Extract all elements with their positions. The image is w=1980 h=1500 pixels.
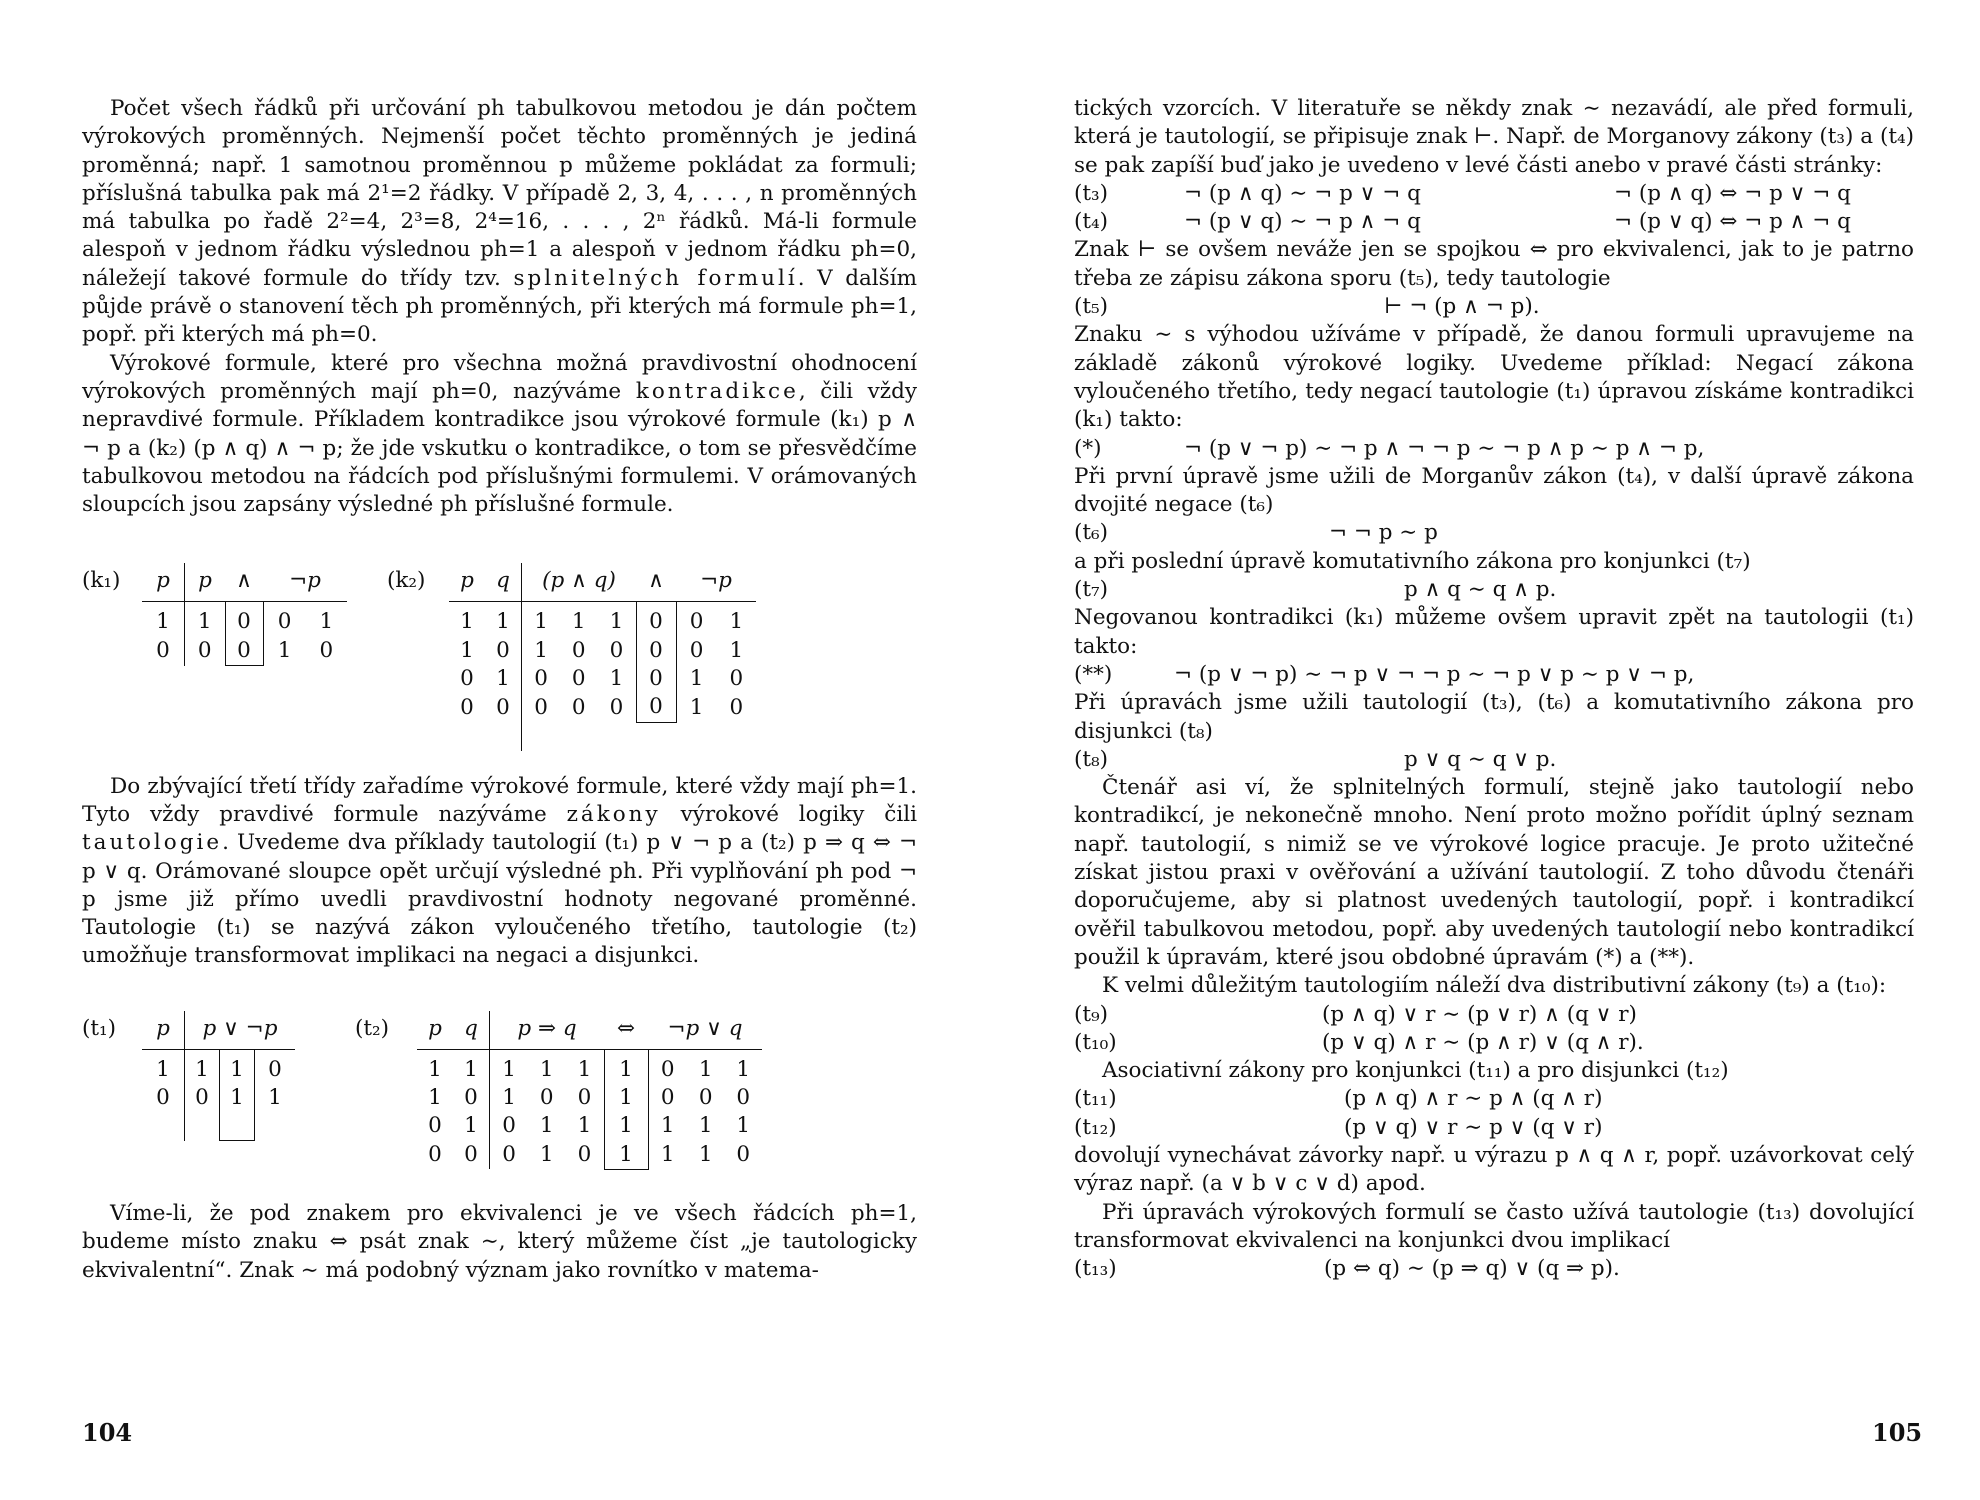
paragraph: Počet všech řádků při určování ph tabulkovou metodou je dán počtem výrokových proměnných. Nejmenší počet těchto proměnných je jediná proměnná; např. 1 samotnou proměnnou p můžeme pokládat za formuli; příslušná tabulka pak má 2¹=2 řádky. V případě 2, 3, 4, . . . , n proměnných má tabulka po řadě 2²=4, 2³=8, 2⁴=16, . . . , 2ⁿ řádků. Má-li formule alespoň v jednom řádku výslednou ph=1 a alespoň v jednom řádku ph=0, náležejí takové formule do třídy tzv. splnitelných formulí. V dalším půjde právě o stanovení těch ph proměnných, při kterých má formule ph=1, popř. při kterých má ph=0. <box>82 96 917 348</box>
formula-label: (*) <box>1074 435 1102 461</box>
table-cell: 1 <box>571 609 586 635</box>
formula-label: (t₃) <box>1074 180 1109 206</box>
table-cell: 0 <box>485 693 522 722</box>
table-cell: 1 <box>604 1112 648 1140</box>
formula-line <box>1074 435 1914 463</box>
table-cell: 1 <box>736 1113 751 1139</box>
paragraph: Znak ⊢ se ovšem neváže jen se spojkou ⇔ pro ekvivalenci, jak to je patrno třeba ze zápisu zákona sporu (t₅), tedy tautologie <box>1074 237 1914 291</box>
page-number: 104 <box>82 1418 133 1447</box>
table-cell: 1 <box>142 1049 185 1084</box>
table-cell: 1 <box>689 694 704 720</box>
table-cell: 1 <box>453 1049 490 1084</box>
table-cell: 1 <box>609 666 624 692</box>
truth-tables-t <box>82 1011 917 1170</box>
formula: (p ∨ q) ∧ r ∼ (p ∧ r) ∨ (q ∧ r). <box>1322 1029 1644 1055</box>
formula-label: (t₅) <box>1074 294 1109 320</box>
formula: (p ∨ q) ∨ r ∼ p ∨ (q ∨ r) <box>1344 1114 1603 1140</box>
left-page <box>82 95 917 1285</box>
paragraph: Čtenář asi ví, že splnitelných formulí, stejně jako tautologií nebo kontradikcí, je nekonečně mnoho. Není proto možno pořídit úplný seznam např. tautologií, s nimiž se ve výrokové logice pracuje. Je proto užitečné získat jistou praxi v ověřování a užívání tautologií. Z toho důvodu čtenáři doporučujeme, aby si platnost uvedených tautologií, popř. i kontradikcí ověřil tabulkovou metodou, popř. aby uvedených tautologií nebo kontradikcí použil k úpravám, které jsou obdobné úpravám (*) a (**). <box>1074 775 1914 970</box>
header-cell: p ∨ ¬p <box>185 1011 296 1050</box>
formula: p ∨ q ∼ q ∨ p. <box>1404 746 1557 772</box>
paragraph: Znaku ∼ s výhodou užíváme v případě, že danou formuli upravujeme na základě zákonů výrokové logiky. Uvedeme příklad: Negací zákona vyloučeného třetího, tedy negací tautologie (t₁) úpravou získáme kontradikci (k₁) takto: <box>1074 322 1914 433</box>
table-cell: 0 <box>195 1085 209 1111</box>
formula-label: (t₈) <box>1074 746 1109 772</box>
right-page <box>1074 95 1914 1283</box>
header-cell: p <box>417 1011 453 1050</box>
table-cell: 0 <box>142 637 185 666</box>
formula-line <box>1074 519 1914 547</box>
table-cell: 0 <box>428 1141 442 1167</box>
table-cell: 1 <box>539 1113 554 1139</box>
table-cell: 1 <box>220 1084 255 1112</box>
paragraph: Asociativní zákony pro konjunkci (t₁₁) a pro disjunkci (t₁₂) <box>1102 1058 1729 1084</box>
table-cell: 0 <box>534 694 548 720</box>
paragraph: dovolují vynechávat závorky např. u výrazu p ∧ q ∧ r, popř. uzávorkovat celý výraz např. (a ∨ b ∨ c ∨ d) apod. <box>1074 1142 1914 1197</box>
table-cell: 0 <box>577 1141 592 1167</box>
paragraph: Při úpravách výrokových formulí se často užívá tautologie (t₁₃) dovolující transformovat ekvivalenci na konjunkci dvou implikací <box>1074 1199 1914 1253</box>
table-cell: 1 <box>534 637 548 663</box>
table-cell: 0 <box>485 637 522 665</box>
header-cell: (p ∧ q) <box>522 563 637 602</box>
table-cell: 1 <box>729 637 744 663</box>
formula-line <box>1074 180 1914 208</box>
table-cell: 0 <box>539 1085 554 1111</box>
table <box>142 1011 295 1142</box>
table-cell: 1 <box>698 1141 713 1167</box>
table-cell: 1 <box>534 609 548 635</box>
table-cell: 0 <box>453 1084 490 1112</box>
formula: ¬ (p ∨ ¬ p) ∼ ¬ p ∨ ¬ ¬ p ∼ ¬ p ∨ p ∼ p ∨ ¬ p, <box>1174 661 1695 687</box>
formula-line <box>1074 661 1914 689</box>
table-cell: 1 <box>660 1141 675 1167</box>
table-label: (k₂) <box>387 568 426 594</box>
table-cell: 0 <box>736 1085 751 1111</box>
table-cell: 1 <box>142 602 185 637</box>
formula-label: (t₁₁) <box>1074 1086 1117 1112</box>
paragraph: Do zbývající třetí třídy zařadíme výrokové formule, které vždy mají ph=1. Tyto vždy pravdivé formule nazýváme zákony výrokové logiky čili tautologie. Uvedeme dva příklady tautologií (t₁) p ∨ ¬ p a (t₂) p ⇒ q ⇔ ¬ p ∨ q. Orámované sloupce opět určují výsledné ph. Při vyplňování ph pod ¬ p jsme již přímo uvedli pravdivostní hodnoty negované proměnné. Tautologie (t₁) se nazývá zákon vyloučeného třetího, tautologie (t₂) umožňuje transformovat implikaci na negaci a disjunkci. <box>82 773 917 969</box>
table-cell: 1 <box>698 1113 713 1139</box>
table-cell: 0 <box>428 1113 442 1139</box>
formula-label: (t₉) <box>1074 1001 1109 1027</box>
table-cell: 1 <box>460 609 474 635</box>
truth-tables-k <box>82 563 917 750</box>
table-cell: 0 <box>660 1085 675 1111</box>
table-cell: 0 <box>225 637 263 666</box>
formula-line <box>1074 1001 1914 1029</box>
header-cell: ⇔ <box>604 1011 648 1050</box>
formula-line <box>1074 1114 1914 1142</box>
header-cell: ¬p <box>676 563 756 602</box>
table-cell: 1 <box>577 1056 592 1082</box>
formula-label: (t₁₀) <box>1074 1029 1117 1055</box>
table <box>449 563 756 750</box>
table-cell: 0 <box>636 637 676 665</box>
formula-label: (t₄) <box>1074 209 1109 235</box>
formula: ¬ (p ∧ q) ⇔ ¬ p ∨ ¬ q <box>1614 180 1851 206</box>
paragraph: tických vzorcích. V literatuře se někdy znak ∼ nezavádí, ale před formuli, která je tautologií, se připisuje znak ⊢. Např. de Morganovy zákony (t₃) a (t₄) se pak zapíší buď jako je uvedeno v levé části anebo v pravé části stránky: <box>1074 96 1914 178</box>
table-cell: 0 <box>736 1141 751 1167</box>
table-cell: 1 <box>453 1112 490 1140</box>
table-cell: 0 <box>636 665 676 693</box>
formula: ¬ (p ∧ q) ∼ ¬ p ∨ ¬ q <box>1184 180 1421 206</box>
table-cell: 0 <box>534 666 548 692</box>
formula: ⊢ ¬ (p ∧ ¬ p). <box>1384 294 1540 320</box>
table-cell: 0 <box>460 694 474 720</box>
table-cell: 1 <box>736 1056 751 1082</box>
header-cell: ∧ <box>636 563 676 602</box>
formula-label: (t₇) <box>1074 577 1109 603</box>
table-cell: 0 <box>197 638 212 663</box>
formula: (p ⇔ q) ∼ (p ⇒ q) ∨ (q ⇒ p). <box>1324 1256 1620 1282</box>
header-cell: ¬p ∨ q <box>648 1011 762 1050</box>
table-cell: 0 <box>502 1141 516 1167</box>
paragraph: Při úpravách jsme užili tautologií (t₃), (t₆) a komutativního zákona pro disjunkci (t₈) <box>1074 690 1914 744</box>
table-cell: 0 <box>277 609 292 635</box>
table-cell: 1 <box>428 1085 442 1111</box>
formula-line <box>1074 1255 1914 1283</box>
table-cell: 0 <box>142 1084 185 1112</box>
paragraph: Víme-li, že pod znakem pro ekvivalenci je ve všech řádcích ph=1, budeme místo znaku ⇔ psát znak ∼, který můžeme číst „je tautologicky ekvivalentní“. Znak ∼ má podobný význam jako rovnítko v matema- <box>82 1200 917 1283</box>
truth-table-t2 <box>355 1011 762 1170</box>
table-cell: 1 <box>609 609 624 635</box>
table-cell: 0 <box>319 638 334 663</box>
header-cell: p <box>142 1011 185 1050</box>
formula-line <box>1074 293 1914 321</box>
table-cell: 1 <box>268 1085 282 1111</box>
table-cell: 1 <box>539 1141 554 1167</box>
formula: ¬ (p ∨ ¬ p) ∼ ¬ p ∧ ¬ ¬ p ∼ ¬ p ∧ p ∼ p ∧ ¬ p, <box>1184 435 1705 461</box>
formula-label: (t₁₃) <box>1074 1256 1117 1282</box>
table-cell: 1 <box>729 609 744 635</box>
table-label: (k₁) <box>82 568 121 594</box>
table-cell: 0 <box>698 1085 713 1111</box>
table-cell: 1 <box>428 1056 442 1082</box>
formula-label: (**) <box>1074 661 1113 687</box>
table-cell: 0 <box>571 637 586 663</box>
table-cell: 1 <box>197 609 212 635</box>
table-cell: 1 <box>502 1056 516 1082</box>
header-cell: p ⇒ q <box>490 1011 605 1050</box>
table-cell: 0 <box>268 1056 282 1082</box>
table-cell: 0 <box>571 666 586 692</box>
truth-table-k2 <box>387 563 756 750</box>
paragraph: K velmi důležitým tautologiím náleží dva distributivní zákony (t₉) a (t₁₀): <box>1102 973 1887 999</box>
table-cell: 1 <box>689 666 704 692</box>
table-cell: 1 <box>485 665 522 693</box>
table-cell: 0 <box>571 694 586 720</box>
header-cell: ¬p <box>263 563 347 602</box>
table-cell: 1 <box>577 1113 592 1139</box>
table-cell: 0 <box>453 1141 490 1170</box>
table-cell: 1 <box>277 638 292 663</box>
table-cell: 0 <box>460 666 474 692</box>
table-cell: 1 <box>604 1141 648 1170</box>
table-cell: 0 <box>660 1056 675 1082</box>
table-cell: 0 <box>689 609 704 635</box>
table-cell: 1 <box>195 1056 209 1082</box>
table-cell: 1 <box>698 1056 713 1082</box>
formula: p ∧ q ∼ q ∧ p. <box>1404 577 1557 603</box>
page-number: 105 <box>1872 1418 1923 1447</box>
table <box>142 563 347 666</box>
paragraph: Výrokové formule, které pro všechna možná pravdivostní ohodnocení výrokových proměnných mají ph=0, nazýváme kontradikce, čili vždy nepravdivé formule. Příkladem kontradikce jsou výrokové formule (k₁) p ∧ ¬ p a (k₂) (p ∧ q) ∧ ¬ p; že jde vskutku o kontradikce, o tom se přesvědčíme tabulkovou metodou na řádcích pod příslušnými formulemi. V orámovaných sloupcích jsou zapsány výsledné ph příslušné formule. <box>82 350 917 518</box>
formula-line <box>1074 576 1914 604</box>
table-cell: 0 <box>729 694 744 720</box>
formula: ¬ (p ∨ q) ∼ ¬ p ∧ ¬ q <box>1184 209 1421 235</box>
truth-table-t1 <box>82 1011 295 1170</box>
table-cell: 1 <box>604 1049 648 1084</box>
table-cell: 1 <box>604 1084 648 1112</box>
header-cell: p <box>449 563 485 602</box>
table-cell: 1 <box>485 602 522 637</box>
table-label: (t₁) <box>82 1015 117 1041</box>
table-cell: 0 <box>577 1085 592 1111</box>
table-cell: 1 <box>660 1113 675 1139</box>
table-cell: 0 <box>636 693 676 722</box>
table-cell: 1 <box>460 637 474 663</box>
table-cell: 1 <box>319 609 334 635</box>
paragraph: Při první úpravě jsme užili de Morganův zákon (t₄), v další úpravě zákona dvojité negace (t₆) <box>1074 463 1914 518</box>
header-cell: q <box>485 563 522 602</box>
table-cell: 0 <box>729 666 744 692</box>
header-cell: p <box>185 563 226 602</box>
formula-label: (t₁₂) <box>1074 1114 1117 1140</box>
table-cell: 1 <box>220 1049 255 1084</box>
formula: (p ∧ q) ∧ r ∼ p ∧ (q ∧ r) <box>1344 1086 1603 1112</box>
formula-label: (t₆) <box>1074 520 1109 546</box>
table <box>417 1011 762 1170</box>
formula-line <box>1074 1029 1914 1057</box>
header-cell: q <box>453 1011 490 1050</box>
truth-table-k1 <box>82 563 347 750</box>
table-cell: 1 <box>539 1056 554 1082</box>
table-cell: 0 <box>609 694 624 720</box>
paragraph: Negovanou kontradikci (k₁) můžeme ovšem upravit zpět na tautologii (t₁) takto: <box>1074 605 1914 659</box>
header-cell: p <box>142 563 185 602</box>
table-label: (t₂) <box>355 1015 390 1041</box>
table-cell: 0 <box>609 637 624 663</box>
table-cell: 1 <box>502 1085 516 1111</box>
header-cell: ∧ <box>225 563 263 602</box>
formula: ¬ ¬ p ∼ p <box>1329 520 1438 546</box>
formula-line <box>1074 208 1914 236</box>
table-cell: 0 <box>502 1113 516 1139</box>
formula-line <box>1074 746 1914 774</box>
formula-line <box>1074 1085 1914 1113</box>
formula: ¬ (p ∨ q) ⇔ ¬ p ∧ ¬ q <box>1614 209 1851 235</box>
paragraph: a při poslední úpravě komutativního zákona pro konjunkci (t₇) <box>1074 548 1751 574</box>
table-cell: 0 <box>636 602 676 637</box>
formula: (p ∧ q) ∨ r ∼ (p ∨ r) ∧ (q ∨ r) <box>1322 1001 1637 1027</box>
table-cell: 0 <box>225 602 263 637</box>
table-cell: 0 <box>689 637 704 663</box>
